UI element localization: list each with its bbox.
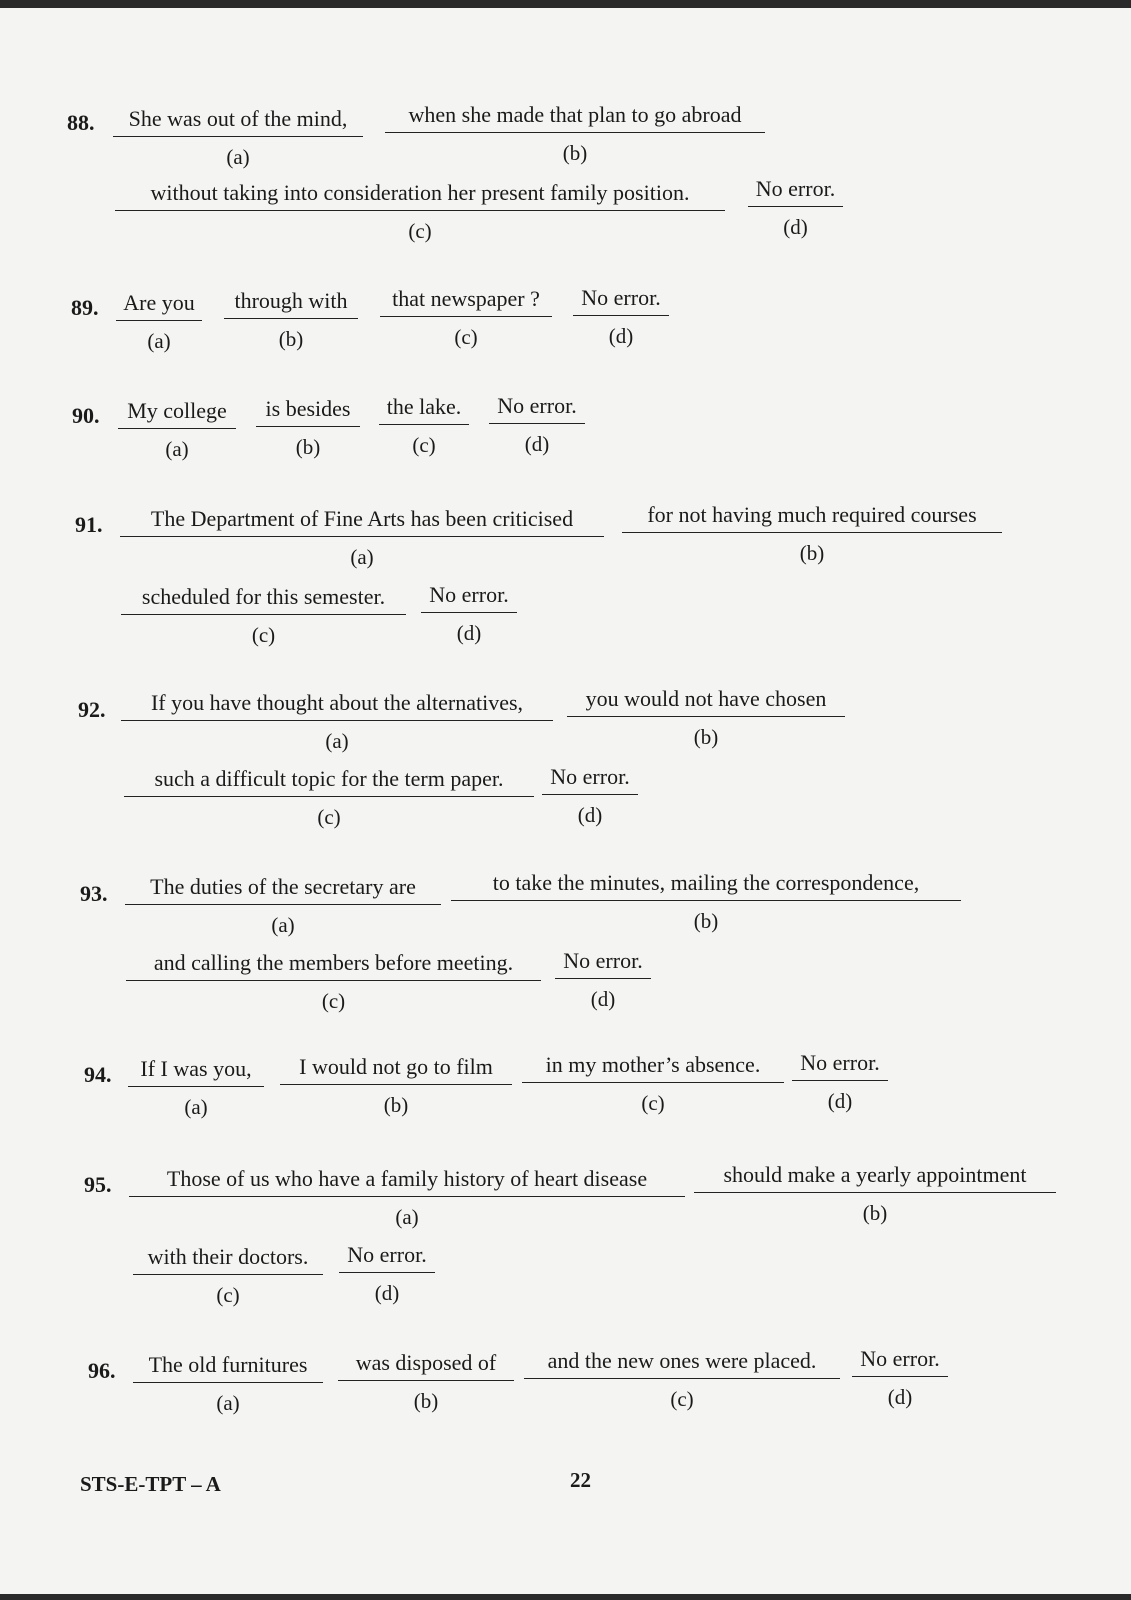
page-number: 22 (570, 1468, 591, 1492)
option-c: that newspaper ? (c) (380, 286, 552, 350)
option-a: The duties of the secretary are (a) (125, 874, 441, 938)
option-d: No error. (d) (489, 393, 585, 457)
option-d: No error. (d) (555, 948, 651, 1012)
option-a: The Department of Fine Arts has been criticised (a) (120, 506, 604, 570)
option-a: Are you (a) (116, 290, 202, 354)
question-number: 91. (75, 512, 103, 537)
option-d: No error. (d) (339, 1242, 435, 1306)
option-b: is besides (b) (256, 396, 360, 460)
top-border (0, 0, 1131, 8)
option-d: No error. (d) (792, 1050, 888, 1114)
question-number: 94. (84, 1062, 112, 1087)
option-b: should make a yearly appointment (b) (694, 1162, 1056, 1226)
option-a: If I was you, (a) (128, 1056, 264, 1120)
question-number: 88. (67, 110, 95, 135)
question-number: 90. (72, 403, 100, 428)
option-c: with their doctors. (c) (133, 1244, 323, 1308)
option-b: for not having much required courses (b) (622, 502, 1002, 566)
question-number: 96. (88, 1358, 116, 1383)
question-number: 95. (84, 1172, 112, 1197)
option-b: to take the minutes, mailing the correspondence, (b) (451, 870, 961, 934)
option-d: No error. (d) (748, 176, 843, 240)
option-c: scheduled for this semester. (c) (121, 584, 406, 648)
option-b: was disposed of (b) (338, 1350, 514, 1414)
option-c: in my mother’s absence. (c) (522, 1052, 784, 1116)
footer-code: STS-E-TPT – A (80, 1472, 221, 1496)
option-b: you would not have chosen (b) (567, 686, 845, 750)
question-number: 89. (71, 295, 99, 320)
option-d: No error. (d) (852, 1346, 948, 1410)
bottom-border (0, 1594, 1131, 1600)
option-d: No error. (d) (573, 285, 669, 349)
option-a: If you have thought about the alternatives, (a) (121, 690, 553, 754)
question-number: 92. (78, 697, 106, 722)
option-a: She was out of the mind, (a) (113, 106, 363, 170)
option-b: when she made that plan to go abroad (b) (385, 102, 765, 166)
option-c: and the new ones were placed. (c) (524, 1348, 840, 1412)
option-a: My college (a) (118, 398, 236, 462)
question-number: 93. (80, 881, 108, 906)
option-a: Those of us who have a family history of heart disease (a) (129, 1166, 685, 1230)
option-c: the lake. (c) (379, 394, 469, 458)
option-c: such a difficult topic for the term paper. (c) (124, 766, 534, 830)
option-c: without taking into consideration her present family position. (c) (115, 180, 725, 244)
option-b: through with (b) (224, 288, 358, 352)
option-d: No error. (d) (421, 582, 517, 646)
option-a: The old furnitures (a) (133, 1352, 323, 1416)
option-b: I would not go to film (b) (280, 1054, 512, 1118)
option-d: No error. (d) (542, 764, 638, 828)
option-c: and calling the members before meeting. (c) (126, 950, 541, 1014)
